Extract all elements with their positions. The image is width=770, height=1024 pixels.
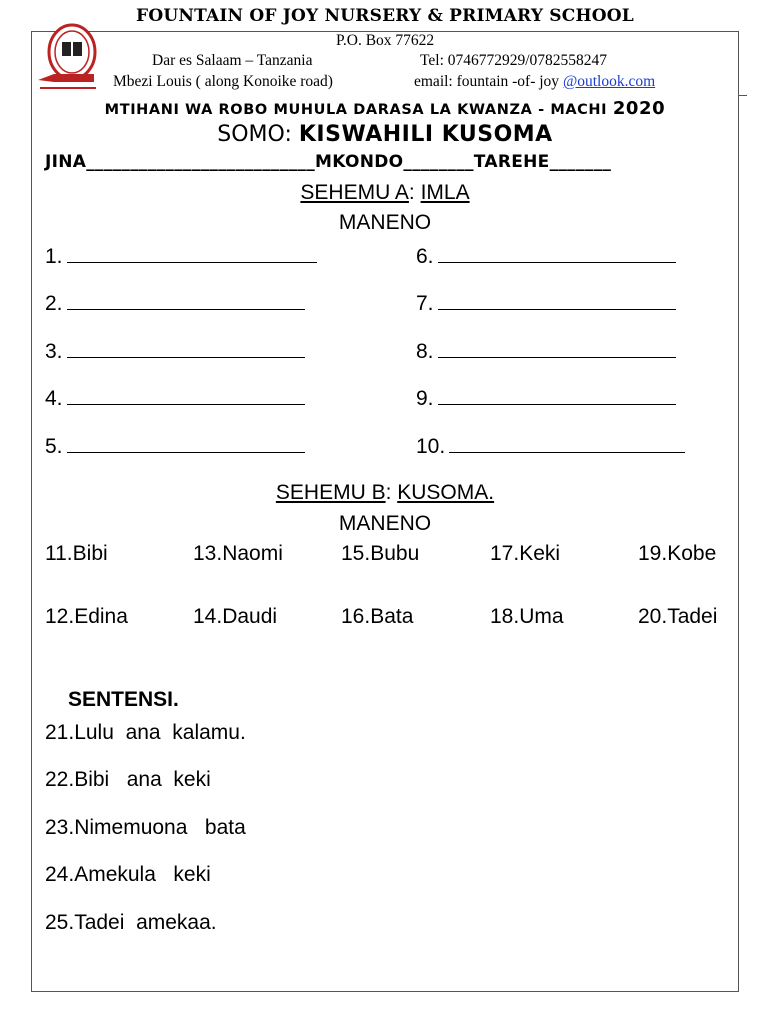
word-text: Bata [370, 605, 414, 628]
sentence-item: 24.Amekula keki [45, 863, 211, 886]
dictation-line[interactable] [416, 339, 676, 364]
section-b-subheading: MANENO [338, 512, 432, 535]
word-number: 19. [638, 542, 668, 565]
sentence-item: 25.Tadei amekaa. [45, 911, 217, 934]
word-text: Bubu [370, 542, 420, 565]
dictation-number: 3. [45, 340, 63, 363]
dictation-line[interactable] [416, 244, 676, 269]
exam-title [0, 98, 770, 119]
email-link[interactable]: @outlook.com [562, 73, 656, 90]
word-text: Tadei [667, 605, 718, 628]
dictation-line[interactable] [416, 291, 676, 316]
dictation-line[interactable] [45, 434, 305, 459]
subject-line [0, 122, 770, 147]
dictation-number: 2. [45, 292, 63, 315]
section-a-subheading: MANENO [338, 211, 432, 234]
dictation-line[interactable] [416, 434, 685, 459]
reading-word [490, 605, 564, 629]
dictation-number: 5. [45, 435, 63, 458]
po-box: P.O. Box 77622 [336, 32, 435, 49]
reading-word [193, 542, 283, 566]
exam-year: 2020 [612, 98, 666, 119]
subject-name: KISWAHILI KUSOMA [298, 122, 553, 147]
section-b-colon: : [385, 481, 398, 504]
answer-blank[interactable] [67, 291, 305, 310]
section-b-title: KUSOMA. [397, 481, 495, 504]
sentence-item: 21.Lulu ana kalamu. [45, 721, 246, 744]
school-name: FOUNTAIN OF JOY NURSERY & PRIMARY SCHOOL [136, 6, 634, 26]
word-text: Uma [519, 605, 564, 628]
reading-word [490, 542, 560, 566]
sentence-item: 22.Bibi ana keki [45, 768, 211, 791]
word-number: 17. [490, 542, 520, 565]
sentence-item: 23.Nimemuona bata [45, 816, 246, 839]
reading-word [45, 542, 108, 566]
email-prefix: email: fountain -of- joy [414, 73, 563, 90]
dictation-line[interactable] [45, 244, 317, 269]
word-number: 13. [193, 542, 223, 565]
dictation-number: 9. [416, 387, 434, 410]
dictation-number: 8. [416, 340, 434, 363]
answer-blank[interactable] [67, 386, 305, 405]
word-text: Daudi [222, 605, 278, 628]
word-text: Naomi [222, 542, 283, 565]
address: Mbezi Louis ( along Konoike road) [113, 73, 333, 90]
answer-blank[interactable] [67, 339, 305, 358]
header-rule [739, 95, 747, 96]
student-info-line: JINA__________________________MKONDO________TAREHE_______ [45, 152, 612, 172]
dictation-number: 10. [416, 435, 446, 458]
section-a-colon: : [408, 181, 421, 204]
word-text: Edina [74, 605, 128, 628]
dictation-number: 7. [416, 292, 434, 315]
word-number: 14. [193, 605, 223, 628]
email [414, 73, 655, 91]
word-number: 15. [341, 542, 371, 565]
answer-blank[interactable] [438, 291, 676, 310]
word-text: Bibi [72, 542, 108, 565]
dictation-line[interactable] [45, 386, 305, 411]
reading-word [638, 542, 716, 566]
answer-blank[interactable] [438, 386, 676, 405]
word-number: 12. [45, 605, 75, 628]
sentences-heading: SENTENSI. [68, 688, 179, 711]
word-text: Keki [519, 542, 561, 565]
word-number: 11. [45, 542, 73, 565]
dictation-number: 6. [416, 245, 434, 268]
dictation-number: 1. [45, 245, 63, 268]
word-number: 18. [490, 605, 520, 628]
exam-title-text: MTIHANI WA ROBO MUHULA DARASA LA KWANZA - MACHI [104, 102, 613, 118]
reading-word [341, 542, 419, 566]
word-number: 16. [341, 605, 371, 628]
dictation-line[interactable] [416, 386, 676, 411]
word-number: 20. [638, 605, 668, 628]
word-text: Kobe [667, 542, 717, 565]
reading-word [193, 605, 277, 629]
section-b-heading [0, 481, 770, 505]
answer-blank[interactable] [67, 434, 305, 453]
answer-blank[interactable] [67, 244, 317, 263]
telephone: Tel: 0746772929/0782558247 [420, 52, 608, 69]
section-a-heading [0, 181, 770, 205]
answer-blank[interactable] [449, 434, 685, 453]
dictation-line[interactable] [45, 339, 305, 364]
reading-word [341, 605, 413, 629]
answer-blank[interactable] [438, 339, 676, 358]
section-a-title: IMLA [420, 181, 470, 204]
reading-word [45, 605, 128, 629]
dictation-line[interactable] [45, 291, 305, 316]
school-logo-icon [34, 22, 98, 94]
section-b-label: SEHEMU B [275, 481, 386, 504]
reading-word [638, 605, 717, 629]
dictation-number: 4. [45, 387, 63, 410]
location: Dar es Salaam – Tanzania [152, 52, 313, 69]
subject-label: SOMO: [217, 122, 299, 147]
answer-blank[interactable] [438, 244, 676, 263]
section-a-label: SEHEMU A [300, 181, 409, 204]
